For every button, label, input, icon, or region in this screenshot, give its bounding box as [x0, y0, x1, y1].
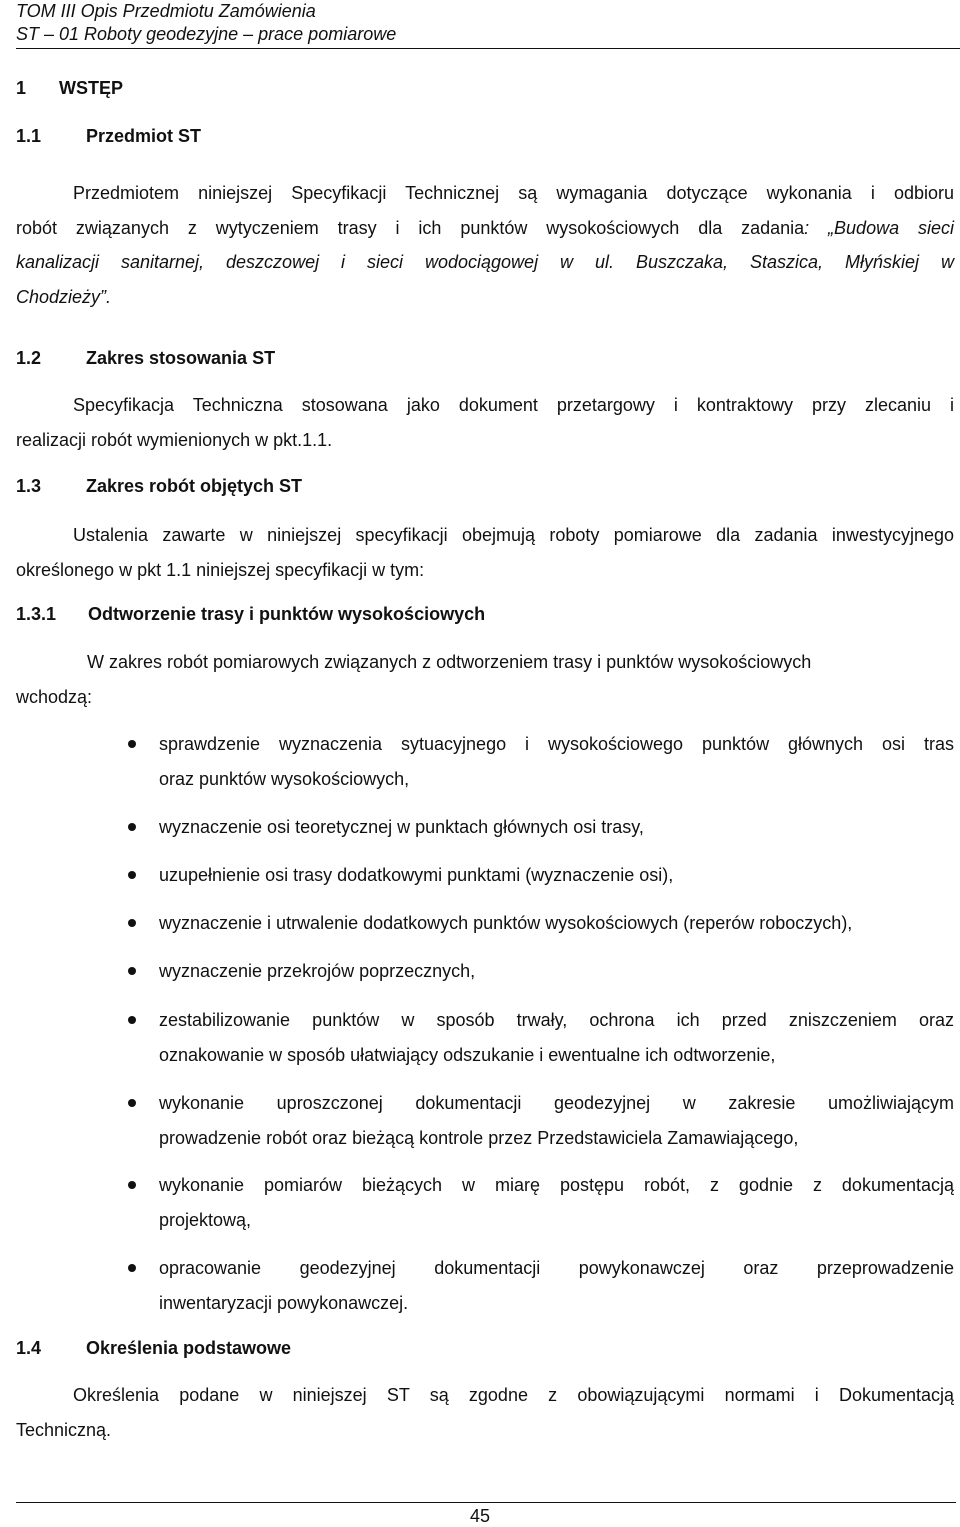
section-1-2-paragraph	[16, 388, 954, 457]
list-item-line: wykonanie uproszczonej dokumentacji geodezyjnej w zakresie umożliwiającym	[159, 1093, 954, 1113]
section-1-1-number: 1.1	[16, 126, 42, 146]
bullet-icon	[126, 917, 138, 929]
paragraph-line: Określenia podane w niniejszej ST są zgodne z obowiązującymi normami i Dokumentacją	[73, 1385, 954, 1405]
page-header	[16, 0, 956, 46]
header-subtitle: ST – 01 Roboty geodezyjne – prace pomiarowe	[16, 24, 397, 44]
list-item	[159, 1168, 954, 1237]
section-1-3-number: 1.3	[16, 476, 42, 496]
paragraph-line: Techniczną.	[16, 1419, 112, 1440]
bullet-icon	[126, 738, 138, 750]
list-item-line: uzupełnienie osi trasy dodatkowymi punktami (wyznaczenie osi),	[159, 865, 674, 885]
section-1-2-number: 1.2	[16, 348, 42, 368]
section-1-4-heading	[16, 1338, 416, 1359]
section-1-3-paragraph	[16, 518, 954, 587]
list-item-line: inwentaryzacji powykonawczej.	[159, 1292, 409, 1313]
section-1-4-title: Określenia podstawowe	[86, 1338, 292, 1358]
section-1-2-title: Zakres stosowania ST	[86, 348, 276, 368]
list-item-line: oraz punktów wysokościowych,	[159, 768, 410, 789]
paragraph-line: kanalizacji sanitarnej, deszczowej i sieci wodociągowej w ul. Buszczaka, Staszica, Młyńskiej w	[16, 252, 954, 272]
paragraph-line: określonego w pkt 1.1 niniejszej specyfikacji w tym:	[16, 559, 425, 580]
list-item	[159, 906, 954, 941]
list-item	[159, 1251, 954, 1320]
list-item-line: wyznaczenie osi teoretycznej w punktach głównych osi trasy,	[159, 817, 644, 837]
paragraph-line: wchodzą:	[16, 686, 93, 707]
bullet-icon	[126, 1262, 138, 1274]
section-1-heading	[16, 78, 124, 99]
section-1-3-1-title: Odtworzenie trasy i punktów wysokościowych	[88, 604, 486, 624]
list-item	[159, 954, 954, 989]
bullet-icon	[126, 1014, 138, 1026]
section-1-3-1-intro	[16, 645, 954, 714]
bullet-icon	[126, 965, 138, 977]
section-1-3-1-number: 1.3.1	[16, 604, 57, 624]
list-item	[159, 727, 954, 796]
header-divider	[16, 48, 960, 49]
list-item-line: prowadzenie robót oraz bieżącą kontrole przez Przedstawiciela Zamawiającego,	[159, 1127, 799, 1148]
section-1-title: WSTĘP	[59, 78, 124, 98]
paragraph-line: realizacji robót wymienionych w pkt.1.1.	[16, 429, 333, 450]
footer-divider	[16, 1502, 956, 1503]
bullet-icon	[126, 821, 138, 833]
section-1-1-heading	[16, 126, 416, 147]
section-1-4-number: 1.4	[16, 1338, 42, 1358]
list-item-line: sprawdzenie wyznaczenia sytuacyjnego i wysokościowego punktów głównych osi tras	[159, 734, 954, 754]
section-1-number: 1	[16, 78, 27, 98]
page-number: 45	[469, 1506, 491, 1526]
section-1-3-heading	[16, 476, 416, 497]
paragraph-line: Chodzieży”.	[16, 286, 112, 307]
list-item	[159, 858, 954, 893]
paragraph-line: Specyfikacja Techniczna stosowana jako dokument przetargowy i kontraktowy przy zlecaniu i	[73, 395, 954, 415]
paragraph-italic-text: : „Budowa sieci	[804, 217, 954, 238]
section-1-1-title: Przedmiot ST	[86, 126, 202, 146]
list-item-line: opracowanie geodezyjnej dokumentacji powykonawczej oraz przeprowadzenie	[159, 1258, 954, 1278]
section-1-1-paragraph	[16, 176, 954, 314]
section-1-3-title: Zakres robót objętych ST	[86, 476, 303, 496]
section-1-4-paragraph	[16, 1378, 954, 1447]
header-title: TOM III Opis Przedmiotu Zamówienia	[16, 1, 316, 21]
paragraph-text: robót związanych z wytyczeniem trasy i ich punktów wysokościowych dla zadania	[16, 217, 805, 238]
list-item-line: oznakowanie w sposób ułatwiający odszukanie i ewentualne ich odtworzenie,	[159, 1044, 776, 1065]
list-item-line: wykonanie pomiarów bieżących w miarę postępu robót, z godnie z dokumentacją	[159, 1175, 954, 1195]
bullet-icon	[126, 1097, 138, 1109]
list-item	[159, 1003, 954, 1072]
list-item	[159, 1086, 954, 1155]
paragraph-line: Przedmiotem niniejszej Specyfikacji Technicznej są wymagania dotyczące wykonania i odbioru	[73, 183, 954, 203]
list-item-line: wyznaczenie i utrwalenie dodatkowych punktów wysokościowych (reperów roboczych),	[159, 913, 853, 933]
paragraph-line: Ustalenia zawarte w niniejszej specyfikacji obejmują roboty pomiarowe dla zadania inwestycyjnego	[73, 525, 954, 545]
list-item-line: zestabilizowanie punktów w sposób trwały, ochrona ich przed zniszczeniem oraz	[159, 1010, 954, 1030]
list-item-line: wyznaczenie przekrojów poprzecznych,	[159, 961, 476, 981]
section-1-3-1-heading	[16, 604, 616, 625]
paragraph-line	[16, 211, 954, 246]
bullet-icon	[126, 1179, 138, 1191]
section-1-2-heading	[16, 348, 416, 369]
list-item-line: projektową,	[159, 1209, 252, 1230]
list-item	[159, 810, 954, 845]
paragraph-line: W zakres robót pomiarowych związanych z odtworzeniem trasy i punktów wysokościowych	[87, 652, 812, 672]
bullet-icon	[126, 869, 138, 881]
